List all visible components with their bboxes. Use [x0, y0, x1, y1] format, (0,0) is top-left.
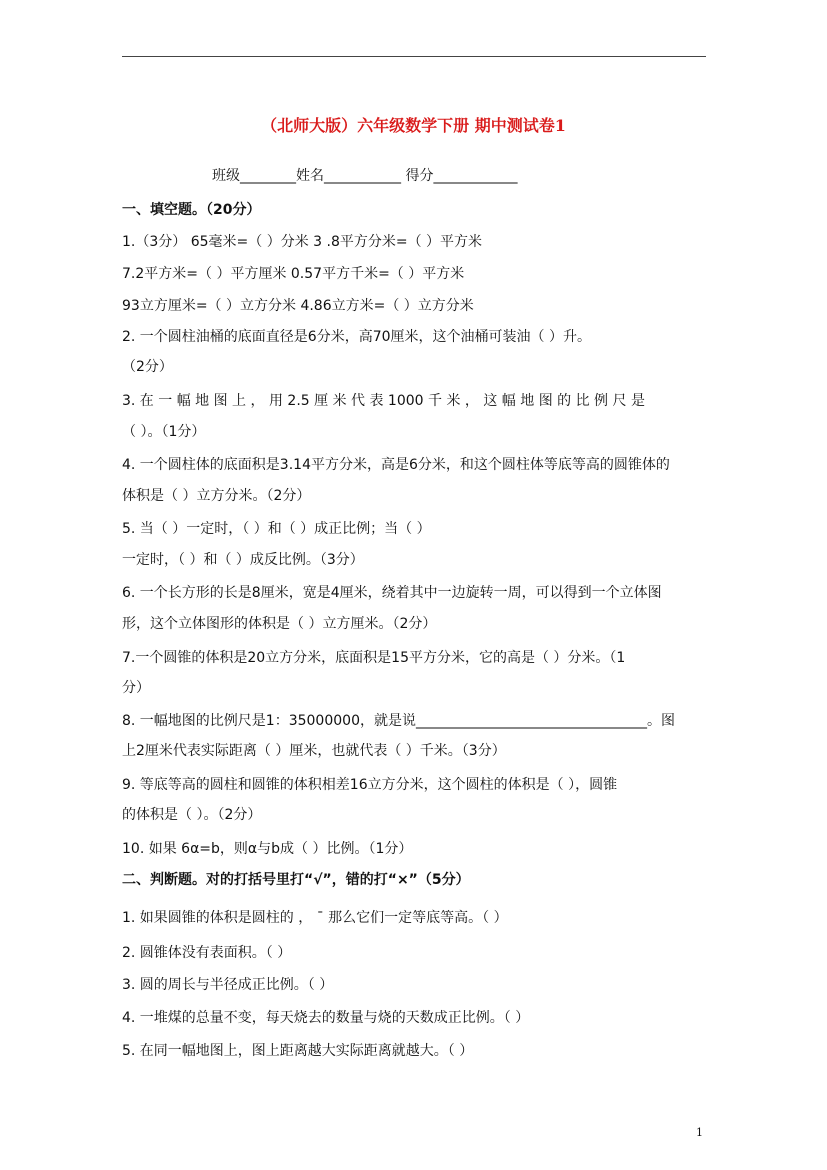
question-line: 分） [122, 680, 150, 696]
question-line: 5. 在同一幅地图上，图上距离越大实际距离就越大。（ ） [122, 1043, 474, 1059]
question-line: 10. 如果 6α=b，则α与b成（ ）比例。（1分） [122, 841, 413, 857]
question-line: 一定时，（ ）和（ ）成反比例。（3分） [122, 552, 364, 568]
question-line: 9. 等底等高的圆柱和圆锥的体积相差16立方分米，这个圆柱的体积是（ ），圆锥 [122, 777, 618, 793]
question-line: 7.2平方米=（ ）平方厘米 0.57平方千米=（ ）平方米 [122, 266, 465, 282]
student-info-line: 班级________姓名___________ 得分____________ [212, 168, 518, 184]
question-line: 7.一个圆锥的体积是20立方分米，底面积是15平方分米，它的高是（ ）分米。（1 [122, 650, 626, 666]
section-heading-true-false: 二、判断题。对的打括号里打“√”，错的打“×”（5分） [122, 872, 470, 888]
question-line: （ ）。（1分） [122, 424, 206, 440]
section-heading-fill-blanks: 一、填空题。（20分） [122, 202, 261, 218]
question-line: 1. 如果圆锥的体积是圆柱的 ， ˉ 那么它们一定等底等高。（ ） [122, 910, 508, 926]
question-line: 上2厘米代表实际距离（ ）厘米，也就代表（ ）千米。（3分） [122, 743, 506, 759]
question-line: 6. 一个长方形的长是8厘米，宽是4厘米，绕着其中一边旋转一周，可以得到一个立体图 [122, 585, 662, 601]
question-line: 2. 圆锥体没有表面积。（ ） [122, 945, 292, 961]
question-line: 1.（3分） 65毫米=（ ）分米 3 .8平方分米=（ ）平方米 [122, 234, 483, 250]
question-line: 4. 一个圆柱体的底面积是3.14平方分米，高是6分米，和这个圆柱体等底等高的圆锥体的 [122, 457, 670, 473]
question-line: 8. 一幅地图的比例尺是1：35000000，就是说_________________________________。图 [122, 713, 675, 729]
page-number: 1 [696, 1126, 703, 1139]
question-line: （2分） [122, 359, 173, 375]
question-line: 体积是（ ）立方分米。（2分） [122, 488, 311, 504]
question-line: 5. 当（ ）一定时，（ ）和（ ）成正比例；当（ ） [122, 521, 431, 537]
question-line: 的体积是（ ）。（2分） [122, 807, 262, 823]
document-title: （北师大版）六年级数学下册 期中测试卷1 [261, 116, 566, 135]
question-line: 形，这个立体图形的体积是（ ）立方厘米。（2分） [122, 616, 437, 632]
question-line: 93立方厘米=（ ）立方分米 4.86立方米=（ ）立方分米 [122, 298, 474, 314]
header-rule [122, 56, 706, 57]
question-line: 4. 一堆煤的总量不变，每天烧去的数量与烧的天数成正比例。（ ） [122, 1010, 530, 1026]
question-line: 3. 圆的周长与半径成正比例。（ ） [122, 977, 334, 993]
question-line: 3. 在 一 幅 地 图 上 ， 用 2.5 厘 米 代 表 1000 千 米 ， 这 幅 地 图 的 比 例 尺 是 [122, 393, 645, 409]
question-line: 2. 一个圆柱油桶的底面直径是6分米，高70厘米，这个油桶可装油（ ）升。 [122, 329, 591, 345]
